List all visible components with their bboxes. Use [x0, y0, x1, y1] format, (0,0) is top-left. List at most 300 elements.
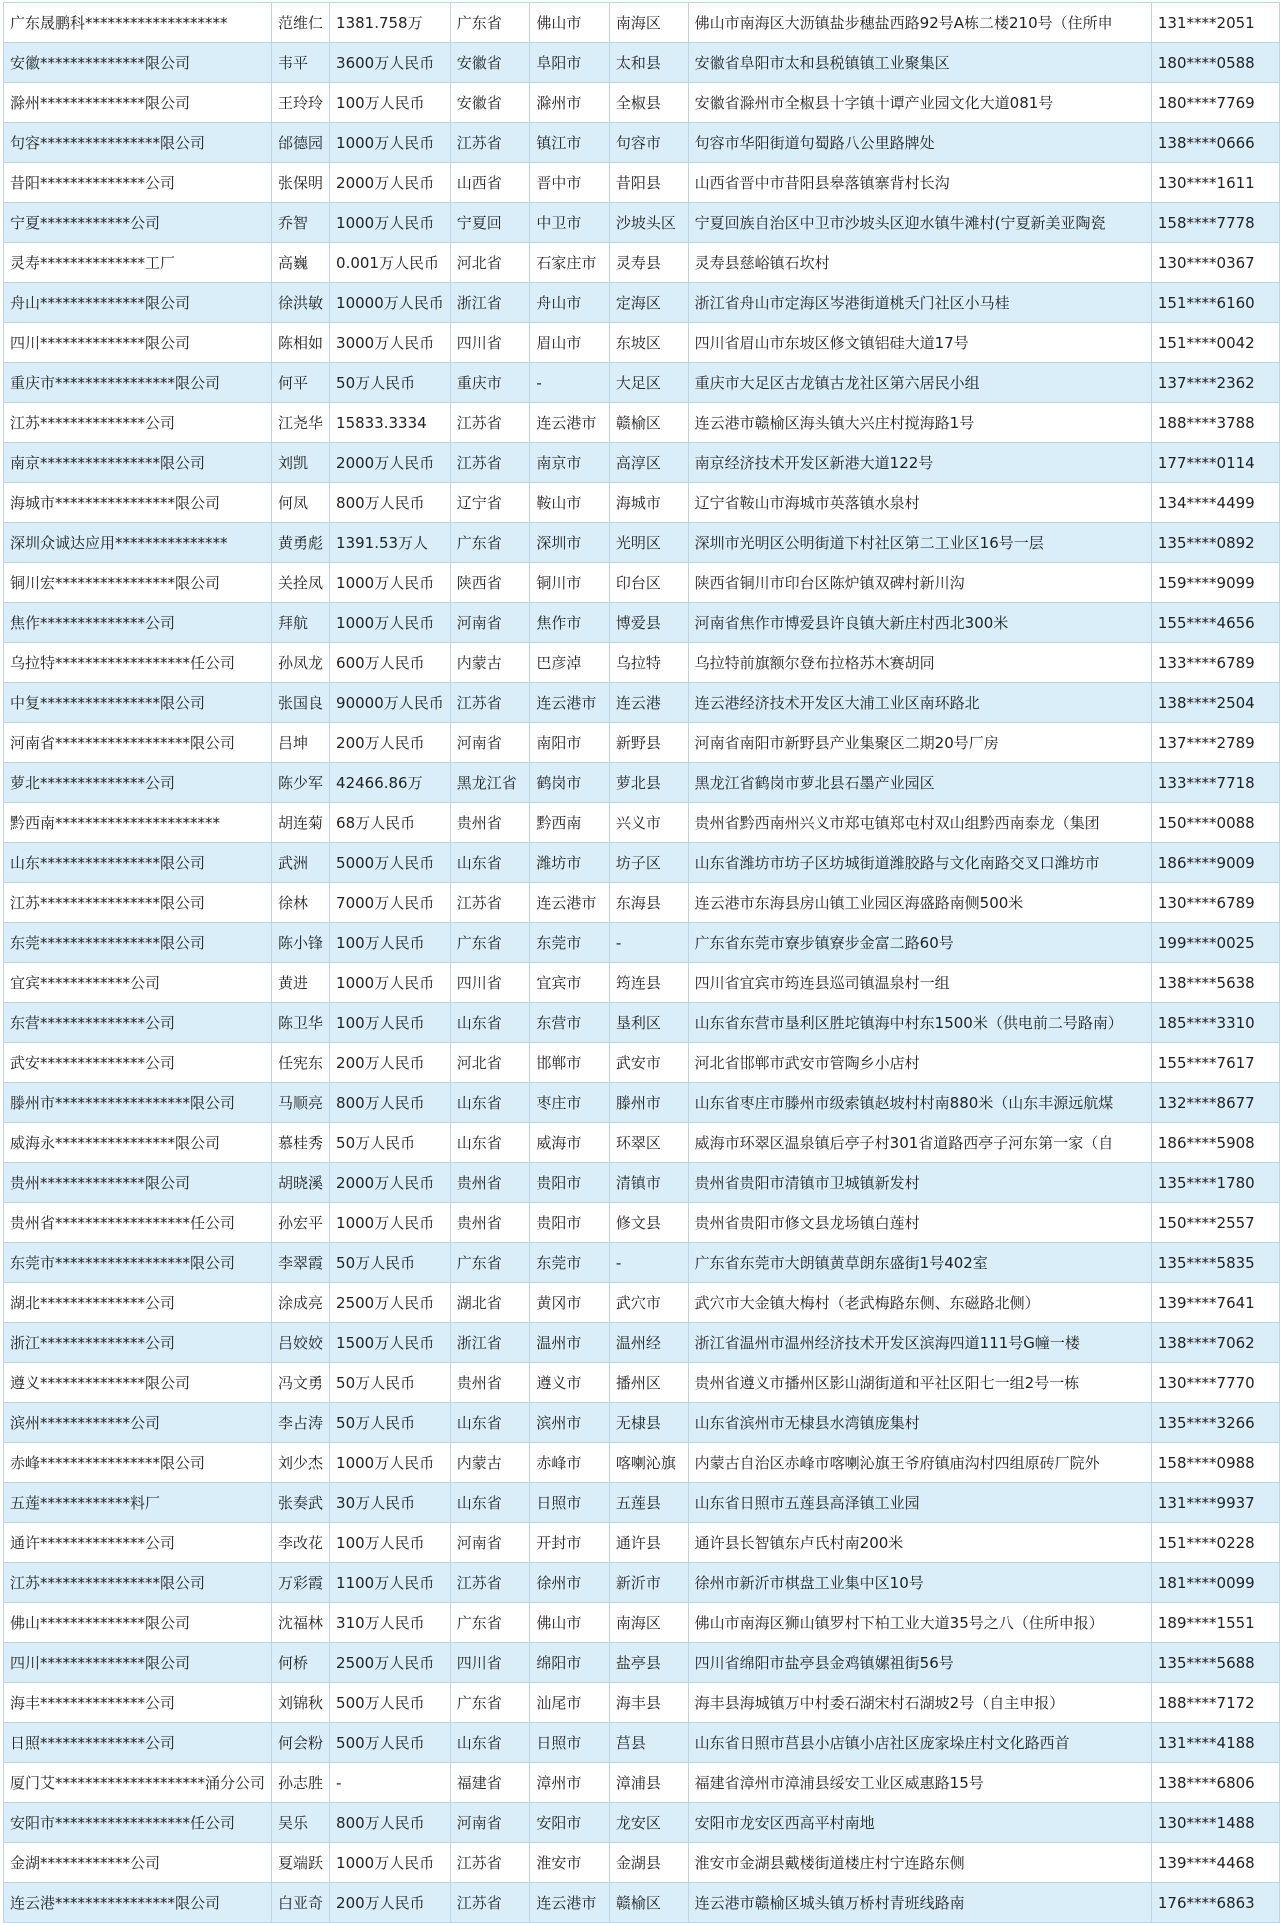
- legal-rep-cell: 白亚奇: [272, 1883, 330, 1923]
- table-row: [4, 1243, 1280, 1283]
- legal-rep-cell: 江尧华: [272, 403, 330, 443]
- address-cell: 四川省宜宾市筠连县巡司镇温泉村一组: [688, 963, 1151, 1003]
- table-row: [4, 1083, 1280, 1123]
- legal-rep-cell: 陈卫华: [272, 1003, 330, 1043]
- city-cell: 连云港市: [530, 683, 610, 723]
- city-cell: 宜宾市: [530, 963, 610, 1003]
- district-cell: 金湖县: [609, 1843, 688, 1883]
- district-cell: 萝北县: [609, 763, 688, 803]
- table-row: [4, 203, 1280, 243]
- phone-cell: 135****0892: [1151, 523, 1279, 563]
- district-cell: 灵寿县: [609, 243, 688, 283]
- company-name-cell: 东莞市******************限公司: [4, 1243, 272, 1283]
- legal-rep-cell: 武洲: [272, 843, 330, 883]
- district-cell: 无棣县: [609, 1403, 688, 1443]
- phone-cell: 137****2789: [1151, 723, 1279, 763]
- city-cell: 滁州市: [530, 83, 610, 123]
- city-cell: 安阳市: [530, 1803, 610, 1843]
- city-cell: 连云港市: [530, 883, 610, 923]
- company-name-cell: 佛山**************限公司: [4, 1603, 272, 1643]
- phone-cell: 150****0088: [1151, 803, 1279, 843]
- table-row: [4, 43, 1280, 83]
- table-row: [4, 1323, 1280, 1363]
- province-cell: 山东省: [450, 1403, 530, 1443]
- company-name-cell: 萝北**************公司: [4, 763, 272, 803]
- capital-cell: 600万人民币: [330, 643, 451, 683]
- province-cell: 广东省: [450, 1243, 530, 1283]
- address-cell: 句容市华阳街道句蜀路八公里路牌处: [688, 123, 1151, 163]
- capital-cell: 10000万人民币: [330, 283, 451, 323]
- table-row: [4, 123, 1280, 163]
- address-cell: 广东省东莞市大朗镇黄草朗东盛街1号402室: [688, 1243, 1151, 1283]
- legal-rep-cell: 何会粉: [272, 1723, 330, 1763]
- province-cell: 山东省: [450, 843, 530, 883]
- capital-cell: 800万人民币: [330, 1803, 451, 1843]
- city-cell: 邯郸市: [530, 1043, 610, 1083]
- province-cell: 河南省: [450, 723, 530, 763]
- capital-cell: 90000万人民币: [330, 683, 451, 723]
- province-cell: 浙江省: [450, 1323, 530, 1363]
- table-row: [4, 83, 1280, 123]
- company-name-cell: 江苏**************公司: [4, 403, 272, 443]
- phone-cell: 151****6160: [1151, 283, 1279, 323]
- district-cell: 播州区: [609, 1363, 688, 1403]
- province-cell: 宁夏回: [450, 203, 530, 243]
- province-cell: 辽宁省: [450, 483, 530, 523]
- province-cell: 江苏省: [450, 683, 530, 723]
- province-cell: 江苏省: [450, 443, 530, 483]
- address-cell: 辽宁省鞍山市海城市英落镇水泉村: [688, 483, 1151, 523]
- table-row: [4, 643, 1280, 683]
- capital-cell: 200万人民币: [330, 1883, 451, 1923]
- province-cell: 安徽省: [450, 83, 530, 123]
- capital-cell: 30万人民币: [330, 1483, 451, 1523]
- address-cell: 通许县长智镇东卢氏村南200米: [688, 1523, 1151, 1563]
- address-cell: 山西省晋中市昔阳县皋落镇寨背村长沟: [688, 163, 1151, 203]
- province-cell: 江苏省: [450, 123, 530, 163]
- district-cell: 南海区: [609, 3, 688, 43]
- district-cell: 太和县: [609, 43, 688, 83]
- district-cell: 昔阳县: [609, 163, 688, 203]
- province-cell: 河北省: [450, 243, 530, 283]
- province-cell: 江苏省: [450, 403, 530, 443]
- address-cell: 重庆市大足区古龙镇古龙社区第六居民小组: [688, 363, 1151, 403]
- city-cell: 晋中市: [530, 163, 610, 203]
- district-cell: 坊子区: [609, 843, 688, 883]
- district-cell: 句容市: [609, 123, 688, 163]
- company-table: [3, 2, 1280, 1923]
- district-cell: 新沂市: [609, 1563, 688, 1603]
- company-name-cell: 威海永****************限公司: [4, 1123, 272, 1163]
- company-name-cell: 宁夏************公司: [4, 203, 272, 243]
- district-cell: 东坡区: [609, 323, 688, 363]
- address-cell: 连云港市赣榆区海头镇大兴庄村搅海路1号: [688, 403, 1151, 443]
- address-cell: 连云港市赣榆区城头镇万桥村青班线路南: [688, 1883, 1151, 1923]
- capital-cell: 2000万人民币: [330, 163, 451, 203]
- address-cell: 浙江省温州市温州经济技术开发区滨海四道111号G幢一楼: [688, 1323, 1151, 1363]
- phone-cell: 130****0367: [1151, 243, 1279, 283]
- address-cell: 内蒙古自治区赤峰市喀喇沁旗王爷府镇庙沟村四组原砖厂院外: [688, 1443, 1151, 1483]
- capital-cell: 100万人民币: [330, 1523, 451, 1563]
- address-cell: 武穴市大金镇大梅村（老武梅路东侧、东磁路北侧）: [688, 1283, 1151, 1323]
- city-cell: 绵阳市: [530, 1643, 610, 1683]
- phone-cell: 132****8677: [1151, 1083, 1279, 1123]
- company-name-cell: 句容****************限公司: [4, 123, 272, 163]
- province-cell: 广东省: [450, 523, 530, 563]
- district-cell: 通许县: [609, 1523, 688, 1563]
- legal-rep-cell: 刘锦秋: [272, 1683, 330, 1723]
- city-cell: 日照市: [530, 1723, 610, 1763]
- legal-rep-cell: 徐洪敏: [272, 283, 330, 323]
- legal-rep-cell: 刘凯: [272, 443, 330, 483]
- address-cell: 河南省南阳市新野县产业集聚区二期20号厂房: [688, 723, 1151, 763]
- address-cell: 威海市环翠区温泉镇后亭子村301省道路西亭子河东第一家（自: [688, 1123, 1151, 1163]
- district-cell: 清镇市: [609, 1163, 688, 1203]
- phone-cell: 130****6789: [1151, 883, 1279, 923]
- table-row: [4, 1883, 1280, 1923]
- phone-cell: 137****2362: [1151, 363, 1279, 403]
- company-name-cell: 广东晟鹏科*******************: [4, 3, 272, 43]
- district-cell: 新野县: [609, 723, 688, 763]
- company-name-cell: 滁州**************限公司: [4, 83, 272, 123]
- city-cell: 贵阳市: [530, 1163, 610, 1203]
- capital-cell: 2500万人民币: [330, 1283, 451, 1323]
- phone-cell: 130****1611: [1151, 163, 1279, 203]
- table-row: [4, 523, 1280, 563]
- capital-cell: 5000万人民币: [330, 843, 451, 883]
- city-cell: 威海市: [530, 1123, 610, 1163]
- capital-cell: 800万人民币: [330, 1083, 451, 1123]
- city-cell: 遵义市: [530, 1363, 610, 1403]
- company-name-cell: 重庆市****************限公司: [4, 363, 272, 403]
- table-row: [4, 843, 1280, 883]
- company-name-cell: 焦作**************公司: [4, 603, 272, 643]
- address-cell: 安阳市龙安区西高平村南地: [688, 1803, 1151, 1843]
- district-cell: 连云港: [609, 683, 688, 723]
- district-cell: 喀喇沁旗: [609, 1443, 688, 1483]
- table-row: [4, 3, 1280, 43]
- address-cell: 河北省邯郸市武安市管陶乡小店村: [688, 1043, 1151, 1083]
- legal-rep-cell: 张奏武: [272, 1483, 330, 1523]
- province-cell: 河南省: [450, 1803, 530, 1843]
- table-row: [4, 1483, 1280, 1523]
- province-cell: 广东省: [450, 3, 530, 43]
- table-row: [4, 283, 1280, 323]
- legal-rep-cell: 李翠霞: [272, 1243, 330, 1283]
- phone-cell: 138****6806: [1151, 1763, 1279, 1803]
- capital-cell: 1000万人民币: [330, 1843, 451, 1883]
- capital-cell: 1000万人民币: [330, 1203, 451, 1243]
- legal-rep-cell: 刘少杰: [272, 1443, 330, 1483]
- table-row: [4, 563, 1280, 603]
- legal-rep-cell: 李占涛: [272, 1403, 330, 1443]
- address-cell: 山东省东营市垦利区胜坨镇海中村东1500米（供电前二号路南）: [688, 1003, 1151, 1043]
- company-name-cell: 河南省******************限公司: [4, 723, 272, 763]
- address-cell: 四川省绵阳市盐亭县金鸡镇嫘祖街56号: [688, 1643, 1151, 1683]
- company-name-cell: 东营**************公司: [4, 1003, 272, 1043]
- company-name-cell: 安徽**************限公司: [4, 43, 272, 83]
- company-name-cell: 安阳市******************任公司: [4, 1803, 272, 1843]
- address-cell: 淮安市金湖县戴楼街道楼庄村宁连路东侧: [688, 1843, 1151, 1883]
- capital-cell: 2500万人民币: [330, 1643, 451, 1683]
- district-cell: 印台区: [609, 563, 688, 603]
- address-cell: 南京经济技术开发区新港大道122号: [688, 443, 1151, 483]
- capital-cell: 310万人民币: [330, 1603, 451, 1643]
- district-cell: 滕州市: [609, 1083, 688, 1123]
- capital-cell: 1000万人民币: [330, 203, 451, 243]
- table-row: [4, 763, 1280, 803]
- address-cell: 佛山市南海区大沥镇盐步穗盐西路92号A栋二楼210号（住所申: [688, 3, 1151, 43]
- city-cell: 眉山市: [530, 323, 610, 363]
- district-cell: 沙坡头区: [609, 203, 688, 243]
- table-row: [4, 1203, 1280, 1243]
- address-cell: 乌拉特前旗额尔登布拉格苏木赛胡同: [688, 643, 1151, 683]
- city-cell: 汕尾市: [530, 1683, 610, 1723]
- company-name-cell: 滕州市******************限公司: [4, 1083, 272, 1123]
- legal-rep-cell: 李改花: [272, 1523, 330, 1563]
- district-cell: 海丰县: [609, 1683, 688, 1723]
- company-name-cell: 中复****************限公司: [4, 683, 272, 723]
- phone-cell: 181****0099: [1151, 1563, 1279, 1603]
- table-row: [4, 883, 1280, 923]
- province-cell: 福建省: [450, 1763, 530, 1803]
- phone-cell: 139****4468: [1151, 1843, 1279, 1883]
- legal-rep-cell: 乔智: [272, 203, 330, 243]
- address-cell: 陕西省铜川市印台区陈炉镇双碑村新川沟: [688, 563, 1151, 603]
- company-name-cell: 浙江**************公司: [4, 1323, 272, 1363]
- district-cell: 修文县: [609, 1203, 688, 1243]
- company-name-cell: 南京****************限公司: [4, 443, 272, 483]
- table-row: [4, 1643, 1280, 1683]
- province-cell: 江苏省: [450, 1563, 530, 1603]
- city-cell: 深圳市: [530, 523, 610, 563]
- capital-cell: 1500万人民币: [330, 1323, 451, 1363]
- legal-rep-cell: 王玲玲: [272, 83, 330, 123]
- address-cell: 贵州省黔西南州兴义市郑屯镇郑屯村双山组黔西南泰龙（集团: [688, 803, 1151, 843]
- company-name-cell: 贵州省******************任公司: [4, 1203, 272, 1243]
- province-cell: 广东省: [450, 1683, 530, 1723]
- province-cell: 贵州省: [450, 1363, 530, 1403]
- phone-cell: 180****0588: [1151, 43, 1279, 83]
- address-cell: 贵州省贵阳市修文县龙场镇白莲村: [688, 1203, 1151, 1243]
- province-cell: 广东省: [450, 1603, 530, 1643]
- legal-rep-cell: 邰德园: [272, 123, 330, 163]
- legal-rep-cell: 拜航: [272, 603, 330, 643]
- phone-cell: 130****7770: [1151, 1363, 1279, 1403]
- province-cell: 河南省: [450, 603, 530, 643]
- table-row: [4, 1843, 1280, 1883]
- capital-cell: 1381.758万: [330, 3, 451, 43]
- company-name-cell: 厦门艾********************涌分公司: [4, 1763, 272, 1803]
- province-cell: 湖北省: [450, 1283, 530, 1323]
- phone-cell: 189****1551: [1151, 1603, 1279, 1643]
- table-row: [4, 1003, 1280, 1043]
- phone-cell: 135****5688: [1151, 1643, 1279, 1683]
- company-name-cell: 金湖************公司: [4, 1843, 272, 1883]
- district-cell: 莒县: [609, 1723, 688, 1763]
- address-cell: 安徽省阜阳市太和县税镇镇工业聚集区: [688, 43, 1151, 83]
- legal-rep-cell: 何凤: [272, 483, 330, 523]
- address-cell: 安徽省滁州市全椒县十字镇十谭产业园文化大道081号: [688, 83, 1151, 123]
- legal-rep-cell: 沈福林: [272, 1603, 330, 1643]
- city-cell: 温州市: [530, 1323, 610, 1363]
- province-cell: 山西省: [450, 163, 530, 203]
- address-cell: 深圳市光明区公明街道下村社区第二工业区16号一层: [688, 523, 1151, 563]
- district-cell: 定海区: [609, 283, 688, 323]
- legal-rep-cell: 马顺亮: [272, 1083, 330, 1123]
- company-name-cell: 四川**************限公司: [4, 1643, 272, 1683]
- table-row: [4, 323, 1280, 363]
- capital-cell: 1100万人民币: [330, 1563, 451, 1603]
- company-name-cell: 东莞****************限公司: [4, 923, 272, 963]
- phone-cell: 134****4499: [1151, 483, 1279, 523]
- address-cell: 广东省东莞市寮步镇寮步金富二路60号: [688, 923, 1151, 963]
- district-cell: 兴义市: [609, 803, 688, 843]
- company-name-cell: 铜川宏****************限公司: [4, 563, 272, 603]
- district-cell: 垦利区: [609, 1003, 688, 1043]
- legal-rep-cell: 陈小锋: [272, 923, 330, 963]
- table-row: [4, 163, 1280, 203]
- city-cell: 黄冈市: [530, 1283, 610, 1323]
- capital-cell: 7000万人民币: [330, 883, 451, 923]
- legal-rep-cell: 何平: [272, 363, 330, 403]
- capital-cell: 2000万人民币: [330, 1163, 451, 1203]
- city-cell: 徐州市: [530, 1563, 610, 1603]
- table-row: [4, 1363, 1280, 1403]
- phone-cell: 138****2504: [1151, 683, 1279, 723]
- address-cell: 山东省潍坊市坊子区坊城街道潍胶路与文化南路交叉口潍坊市: [688, 843, 1151, 883]
- capital-cell: 1000万人民币: [330, 123, 451, 163]
- company-name-cell: 宜宾************公司: [4, 963, 272, 1003]
- table-row: [4, 443, 1280, 483]
- province-cell: 广东省: [450, 923, 530, 963]
- city-cell: 连云港市: [530, 1883, 610, 1923]
- address-cell: 灵寿县慈峪镇石坎村: [688, 243, 1151, 283]
- district-cell: 博爱县: [609, 603, 688, 643]
- district-cell: 漳浦县: [609, 1763, 688, 1803]
- phone-cell: 199****0025: [1151, 923, 1279, 963]
- legal-rep-cell: 吴乐: [272, 1803, 330, 1843]
- district-cell: 赣榆区: [609, 403, 688, 443]
- legal-rep-cell: 万彩霞: [272, 1563, 330, 1603]
- phone-cell: 133****6789: [1151, 643, 1279, 683]
- district-cell: 海城市: [609, 483, 688, 523]
- province-cell: 浙江省: [450, 283, 530, 323]
- capital-cell: 500万人民币: [330, 1723, 451, 1763]
- phone-cell: 176****6863: [1151, 1883, 1279, 1923]
- district-cell: 南海区: [609, 1603, 688, 1643]
- district-cell: 东海县: [609, 883, 688, 923]
- phone-cell: 158****0988: [1151, 1443, 1279, 1483]
- capital-cell: 42466.86万: [330, 763, 451, 803]
- table-row: [4, 1603, 1280, 1643]
- company-name-cell: 赤峰****************限公司: [4, 1443, 272, 1483]
- capital-cell: 800万人民币: [330, 483, 451, 523]
- city-cell: 石家庄市: [530, 243, 610, 283]
- province-cell: 山东省: [450, 1483, 530, 1523]
- table-row: [4, 683, 1280, 723]
- city-cell: 东营市: [530, 1003, 610, 1043]
- district-cell: 光明区: [609, 523, 688, 563]
- legal-rep-cell: 胡晓溪: [272, 1163, 330, 1203]
- city-cell: 巴彦淖: [530, 643, 610, 683]
- legal-rep-cell: 徐林: [272, 883, 330, 923]
- phone-cell: 158****7778: [1151, 203, 1279, 243]
- city-cell: 焦作市: [530, 603, 610, 643]
- phone-cell: 177****0114: [1151, 443, 1279, 483]
- legal-rep-cell: 夏端跃: [272, 1843, 330, 1883]
- phone-cell: 139****7641: [1151, 1283, 1279, 1323]
- city-cell: 滨州市: [530, 1403, 610, 1443]
- table-row: [4, 1163, 1280, 1203]
- company-name-cell: 贵州**************限公司: [4, 1163, 272, 1203]
- phone-cell: 155****7617: [1151, 1043, 1279, 1083]
- district-cell: -: [609, 923, 688, 963]
- company-name-cell: 山东****************限公司: [4, 843, 272, 883]
- company-name-cell: 深圳众诚达应用***************: [4, 523, 272, 563]
- address-cell: 徐州市新沂市棋盘工业集中区10号: [688, 1563, 1151, 1603]
- table-row: [4, 923, 1280, 963]
- capital-cell: 100万人民币: [330, 923, 451, 963]
- table-row: [4, 483, 1280, 523]
- province-cell: 贵州省: [450, 803, 530, 843]
- province-cell: 内蒙古: [450, 643, 530, 683]
- table-row: [4, 1123, 1280, 1163]
- legal-rep-cell: 吕坤: [272, 723, 330, 763]
- address-cell: 福建省漳州市漳浦县绥安工业区威惠路15号: [688, 1763, 1151, 1803]
- capital-cell: 200万人民币: [330, 723, 451, 763]
- province-cell: 江苏省: [450, 1843, 530, 1883]
- district-cell: 武穴市: [609, 1283, 688, 1323]
- district-cell: 乌拉特: [609, 643, 688, 683]
- legal-rep-cell: 任宪东: [272, 1043, 330, 1083]
- company-name-cell: 江苏****************限公司: [4, 883, 272, 923]
- province-cell: 陕西省: [450, 563, 530, 603]
- table-row: [4, 803, 1280, 843]
- capital-cell: 3000万人民币: [330, 323, 451, 363]
- table-row: [4, 1683, 1280, 1723]
- phone-cell: 155****4656: [1151, 603, 1279, 643]
- city-cell: 佛山市: [530, 3, 610, 43]
- phone-cell: 131****2051: [1151, 3, 1279, 43]
- city-cell: 鞍山市: [530, 483, 610, 523]
- province-cell: 江苏省: [450, 1883, 530, 1923]
- phone-cell: 138****7062: [1151, 1323, 1279, 1363]
- address-cell: 海丰县海城镇万中村委石湖宋村石湖坡2号（自主申报）: [688, 1683, 1151, 1723]
- table-row: [4, 723, 1280, 763]
- capital-cell: 50万人民币: [330, 1243, 451, 1283]
- table-row: [4, 1283, 1280, 1323]
- phone-cell: 186****5908: [1151, 1123, 1279, 1163]
- province-cell: 安徽省: [450, 43, 530, 83]
- capital-cell: 1000万人民币: [330, 563, 451, 603]
- company-name-cell: 海城市****************限公司: [4, 483, 272, 523]
- phone-cell: 159****9099: [1151, 563, 1279, 603]
- province-cell: 内蒙古: [450, 1443, 530, 1483]
- legal-rep-cell: 关拴凤: [272, 563, 330, 603]
- phone-cell: 135****5835: [1151, 1243, 1279, 1283]
- province-cell: 贵州省: [450, 1203, 530, 1243]
- address-cell: 连云港市东海县房山镇工业园区海盛路南侧500米: [688, 883, 1151, 923]
- province-cell: 四川省: [450, 323, 530, 363]
- legal-rep-cell: 陈相如: [272, 323, 330, 363]
- table-row: [4, 403, 1280, 443]
- company-name-cell: 遵义**************限公司: [4, 1363, 272, 1403]
- legal-rep-cell: 何桥: [272, 1643, 330, 1683]
- address-cell: 贵州省遵义市播州区影山湖街道和平社区阳七一组2号一栋: [688, 1363, 1151, 1403]
- city-cell: 东莞市: [530, 923, 610, 963]
- company-name-cell: 连云港****************限公司: [4, 1883, 272, 1923]
